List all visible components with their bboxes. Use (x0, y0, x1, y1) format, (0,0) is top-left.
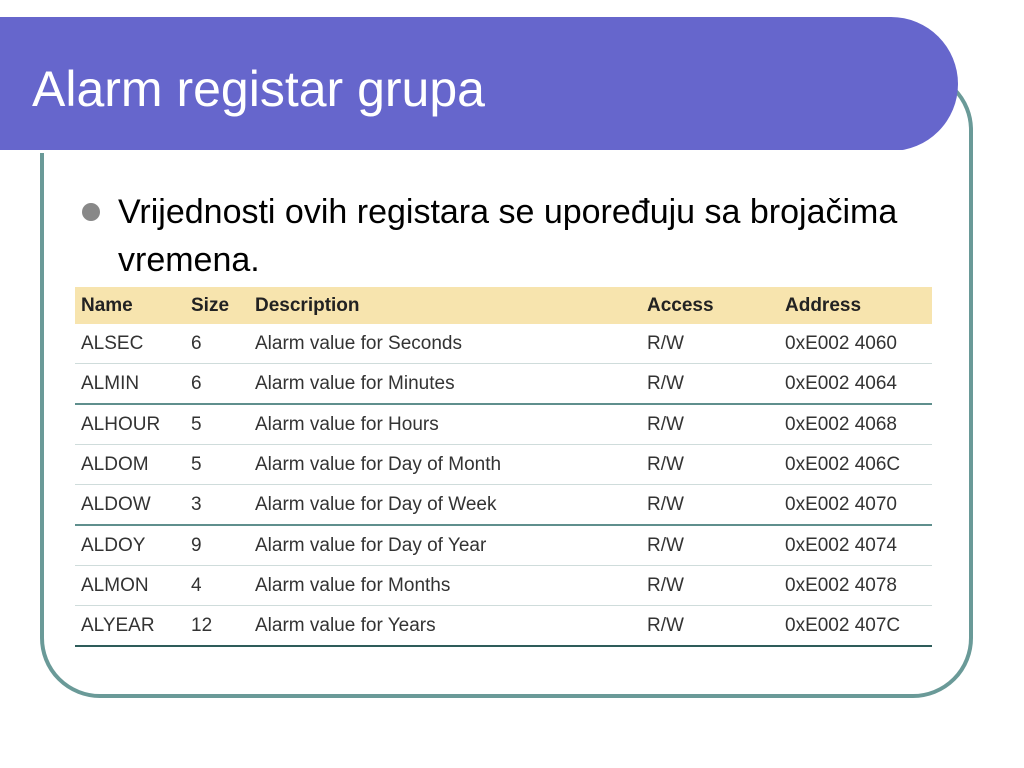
cell-size: 4 (185, 566, 249, 606)
table-row (75, 606, 932, 647)
bullet-dot-icon (82, 203, 100, 221)
cell-name: ALDOW (75, 485, 185, 526)
bullet-text: Vrijednosti ovih registara se upoređuju sa brojačima vremena. (118, 193, 898, 279)
cell-description: Alarm value for Day of Year (249, 525, 641, 566)
cell-name: ALHOUR (75, 404, 185, 445)
slide-title: Alarm registar grupa (32, 61, 485, 117)
cell-address: 0xE002 4068 (779, 404, 932, 445)
table-row (75, 324, 932, 364)
table-row (75, 364, 932, 405)
cell-name: ALSEC (75, 324, 185, 364)
register-table (75, 287, 932, 647)
cell-description: Alarm value for Day of Month (249, 445, 641, 485)
header-name: Name (75, 287, 185, 324)
cell-address: 0xE002 4070 (779, 485, 932, 526)
cell-access: R/W (641, 404, 779, 445)
cell-description: Alarm value for Day of Week (249, 485, 641, 526)
table-row (75, 404, 932, 445)
cell-name: ALDOY (75, 525, 185, 566)
table-row (75, 566, 932, 606)
title-band (0, 17, 958, 151)
cell-name: ALYEAR (75, 606, 185, 647)
table-row (75, 485, 932, 526)
cell-address: 0xE002 4060 (779, 324, 932, 364)
cell-name: ALMON (75, 566, 185, 606)
cell-access: R/W (641, 364, 779, 405)
cell-size: 12 (185, 606, 249, 647)
cell-access: R/W (641, 324, 779, 364)
cell-size: 5 (185, 404, 249, 445)
cell-size: 6 (185, 364, 249, 405)
title-underline (0, 150, 905, 153)
header-size: Size (185, 287, 249, 324)
cell-description: Alarm value for Months (249, 566, 641, 606)
cell-address: 0xE002 406C (779, 445, 932, 485)
cell-address: 0xE002 4074 (779, 525, 932, 566)
cell-access: R/W (641, 445, 779, 485)
cell-description: Alarm value for Hours (249, 404, 641, 445)
cell-description: Alarm value for Years (249, 606, 641, 647)
cell-access: R/W (641, 525, 779, 566)
cell-size: 9 (185, 525, 249, 566)
header-address: Address (779, 287, 932, 324)
cell-address: 0xE002 4064 (779, 364, 932, 405)
cell-description: Alarm value for Seconds (249, 324, 641, 364)
cell-access: R/W (641, 566, 779, 606)
cell-size: 6 (185, 324, 249, 364)
cell-address: 0xE002 407C (779, 606, 932, 647)
cell-address: 0xE002 4078 (779, 566, 932, 606)
cell-size: 3 (185, 485, 249, 526)
cell-size: 5 (185, 445, 249, 485)
cell-name: ALMIN (75, 364, 185, 405)
cell-description: Alarm value for Minutes (249, 364, 641, 405)
cell-access: R/W (641, 606, 779, 647)
header-description: Description (249, 287, 641, 324)
cell-access: R/W (641, 485, 779, 526)
table-row (75, 525, 932, 566)
table-header-row (75, 287, 932, 324)
header-access: Access (641, 287, 779, 324)
cell-name: ALDOM (75, 445, 185, 485)
table-row (75, 445, 932, 485)
